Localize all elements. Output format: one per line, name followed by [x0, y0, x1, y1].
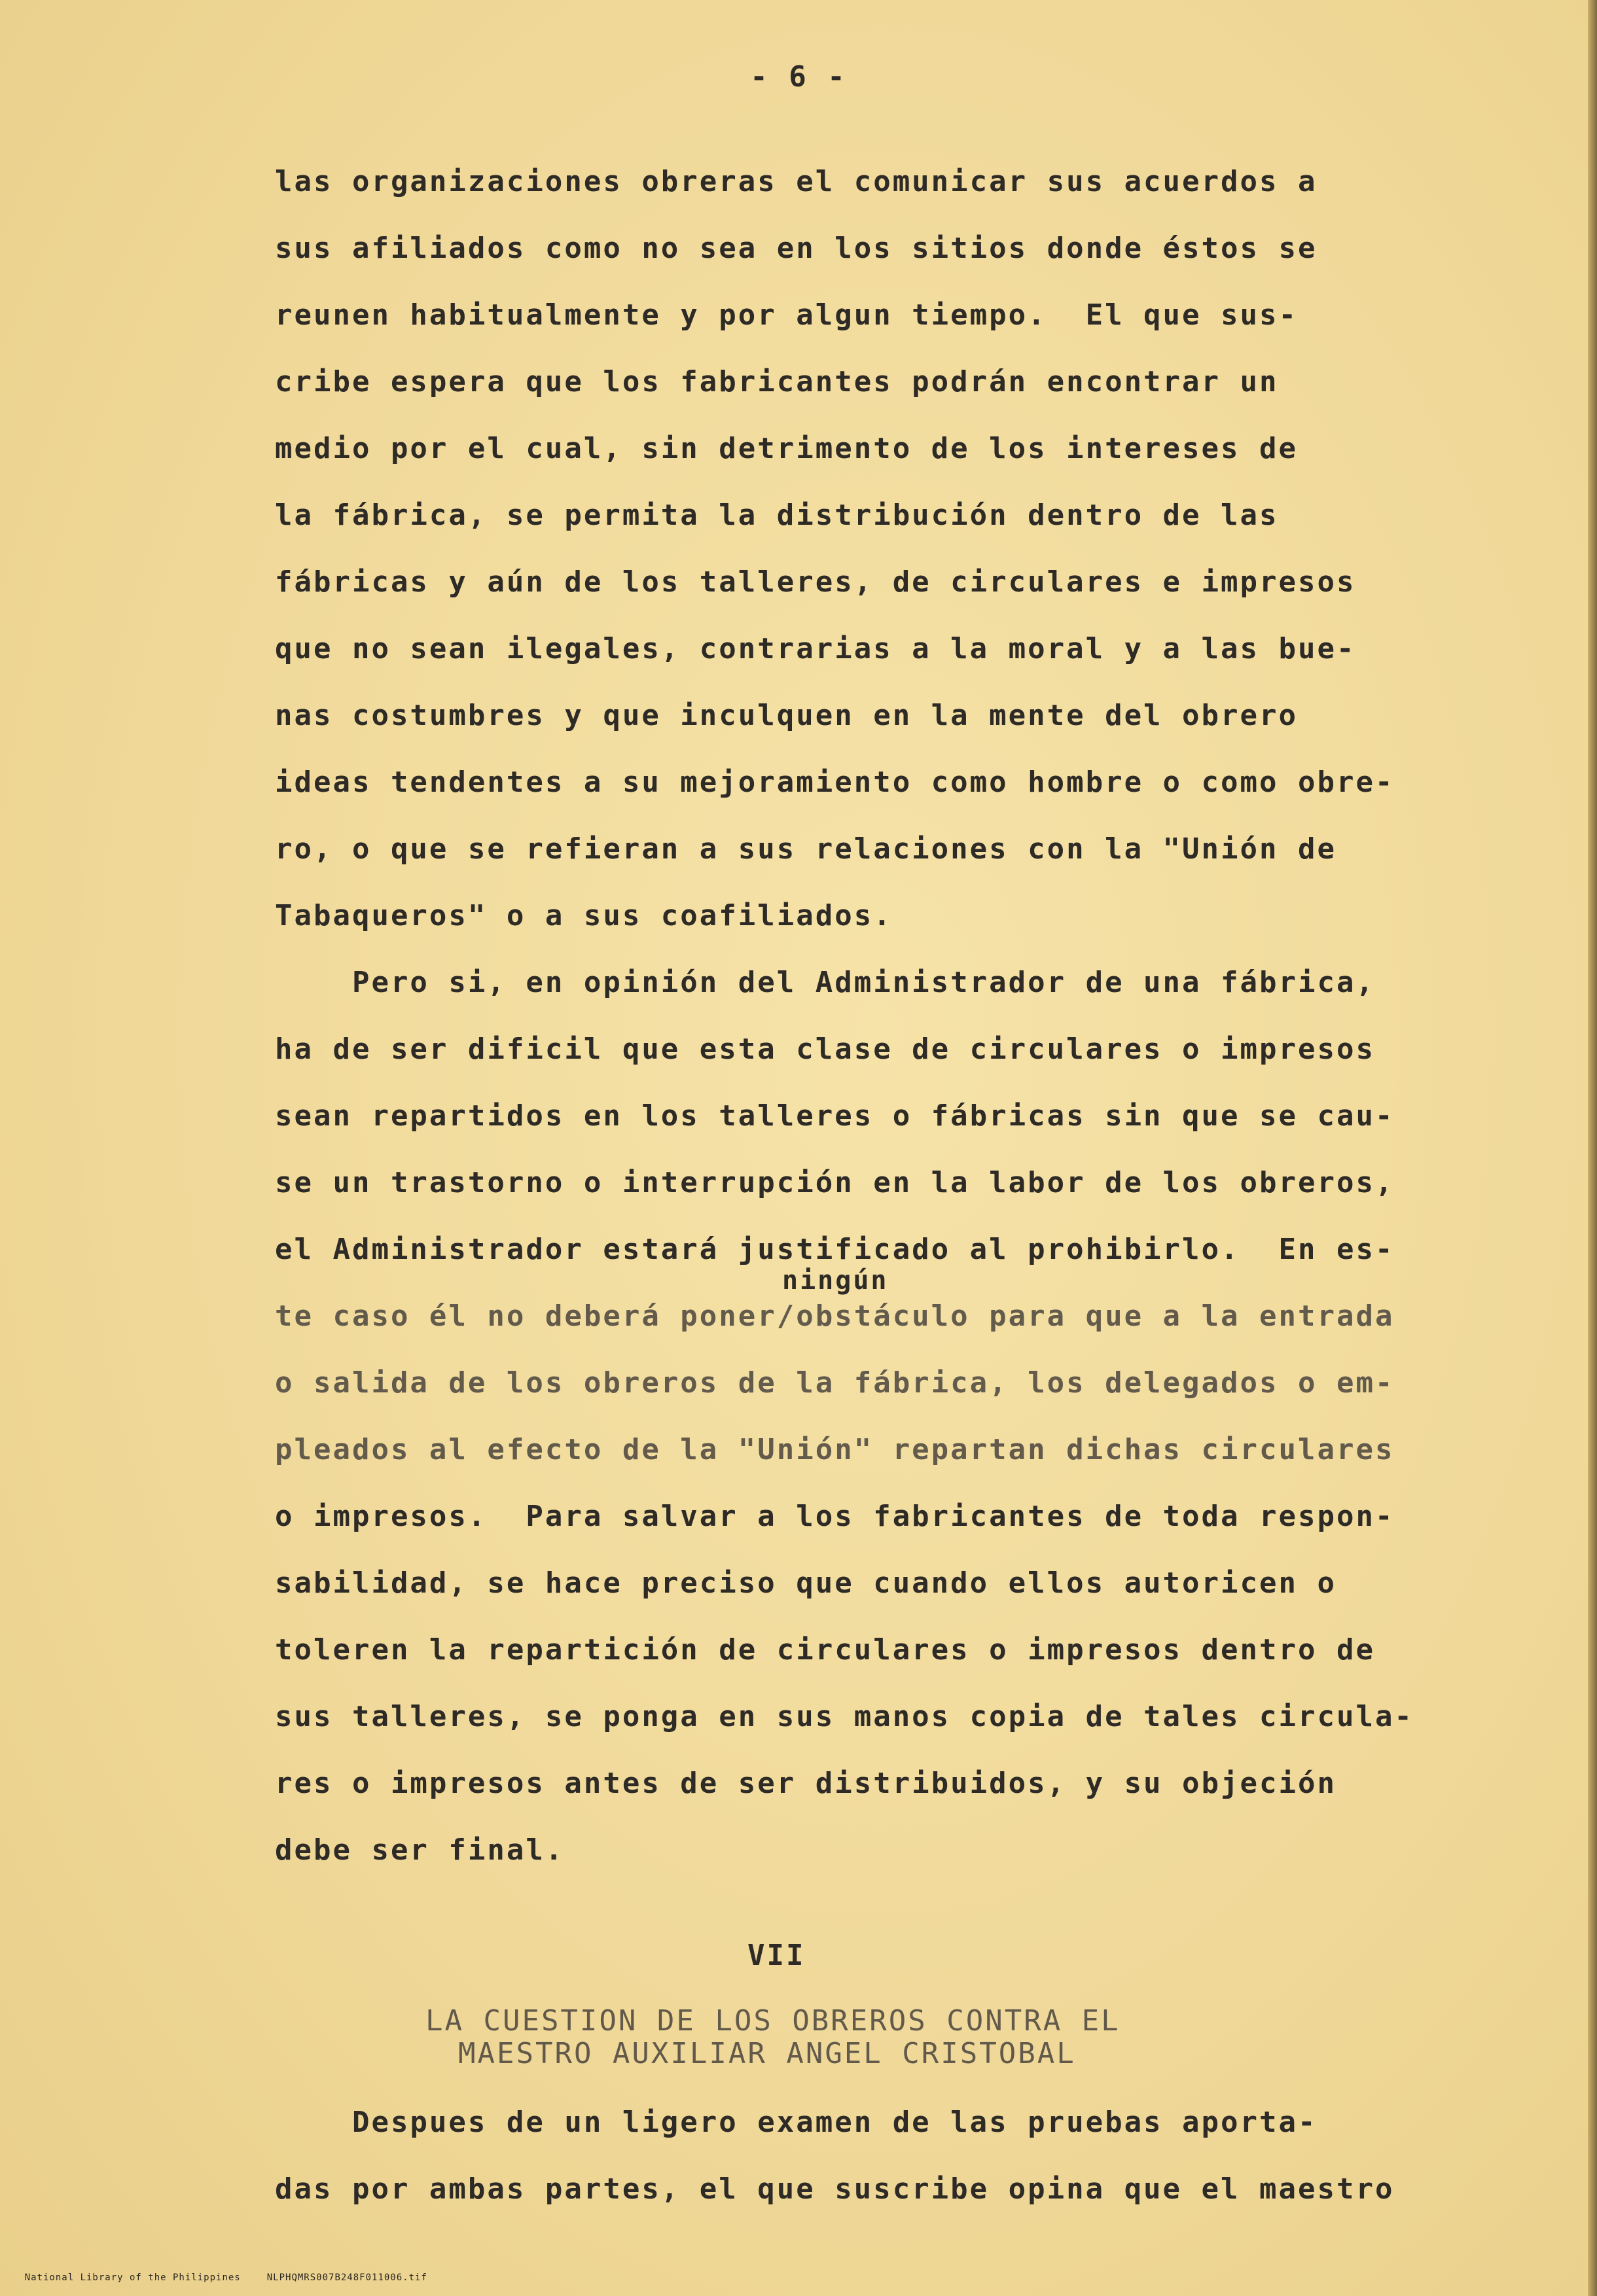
section-title-line: LA CUESTION DE LOS OBREROS CONTRA EL — [425, 2004, 1121, 2038]
section-number: VII — [747, 1939, 806, 1972]
text-line: te caso él no deberá poner/obstáculo para que a la entrada — [275, 1299, 1395, 1333]
text-line: el Administrador estará justificado al prohibirlo. En es- — [275, 1233, 1395, 1266]
page-edge — [1588, 0, 1597, 2296]
text-line: ro, o que se refieran a sus relaciones con la "Unión de — [275, 832, 1337, 866]
section-title-line: MAESTRO AUXILIAR ANGEL CRISTOBAL — [458, 2037, 1076, 2070]
text-line: sus afiliados como no sea en los sitios donde éstos se — [275, 232, 1318, 265]
page-number: - 6 - — [750, 60, 847, 94]
text-line: o impresos. Para salvar a los fabricantes de toda respon- — [275, 1500, 1395, 1533]
text-line: Despues de un ligero examen de las pruebas aporta- — [275, 2106, 1318, 2139]
text-line: debe ser final. — [275, 1833, 565, 1867]
text-line: medio por el cual, sin detrimento de los intereses de — [275, 432, 1298, 465]
text-line: Tabaqueros" o a sus coafiliados. — [275, 899, 893, 932]
text-line: reunen habitualmente y por algun tiempo. El que sus- — [275, 298, 1298, 332]
text-line: cribe espera que los fabricantes podrán encontrar un — [275, 365, 1279, 398]
text-line: sean repartidos en los talleres o fábricas sin que se cau- — [275, 1099, 1395, 1133]
text-line: nas costumbres y que inculquen en la mente del obrero — [275, 699, 1298, 732]
interlinear-insertion: ningún — [782, 1265, 889, 1296]
text-line: fábricas y aún de los talleres, de circulares e impresos — [275, 565, 1356, 599]
text-line: ha de ser dificil que esta clase de circulares o impresos — [275, 1033, 1375, 1066]
text-line: pleados al efecto de la "Unión" repartan dichas circulares — [275, 1433, 1395, 1466]
text-line: res o impresos antes de ser distribuidos, y su objeción — [275, 1767, 1337, 1800]
text-line: las organizaciones obreras el comunicar sus acuerdos a — [275, 165, 1318, 198]
footer-file-id: NLPHQMRS007B248F011006.tif — [266, 2272, 427, 2283]
text-line: la fábrica, se permita la distribución dentro de las — [275, 499, 1279, 532]
text-line: o salida de los obreros de la fábrica, los delegados o em- — [275, 1366, 1395, 1400]
text-line: sabilidad, se hace preciso que cuando ellos autoricen o — [275, 1566, 1337, 1600]
footer-institution: National Library of the Philippines — [24, 2272, 241, 2283]
text-line: das por ambas partes, el que suscribe opina que el maestro — [275, 2172, 1395, 2206]
text-line: toleren la repartición de circulares o impresos dentro de — [275, 1633, 1375, 1667]
text-line: sus talleres, se ponga en sus manos copia de tales circula- — [275, 1700, 1414, 1733]
text-line: Pero si, en opinión del Administrador de una fábrica, — [275, 966, 1375, 999]
text-line: ideas tendentes a su mejoramiento como hombre o como obre- — [275, 766, 1395, 799]
text-line: que no sean ilegales, contrarias a la moral y a las bue- — [275, 632, 1356, 665]
text-line: se un trastorno o interrupción en la labor de los obreros, — [275, 1166, 1395, 1199]
scan-footer — [0, 2262, 454, 2293]
